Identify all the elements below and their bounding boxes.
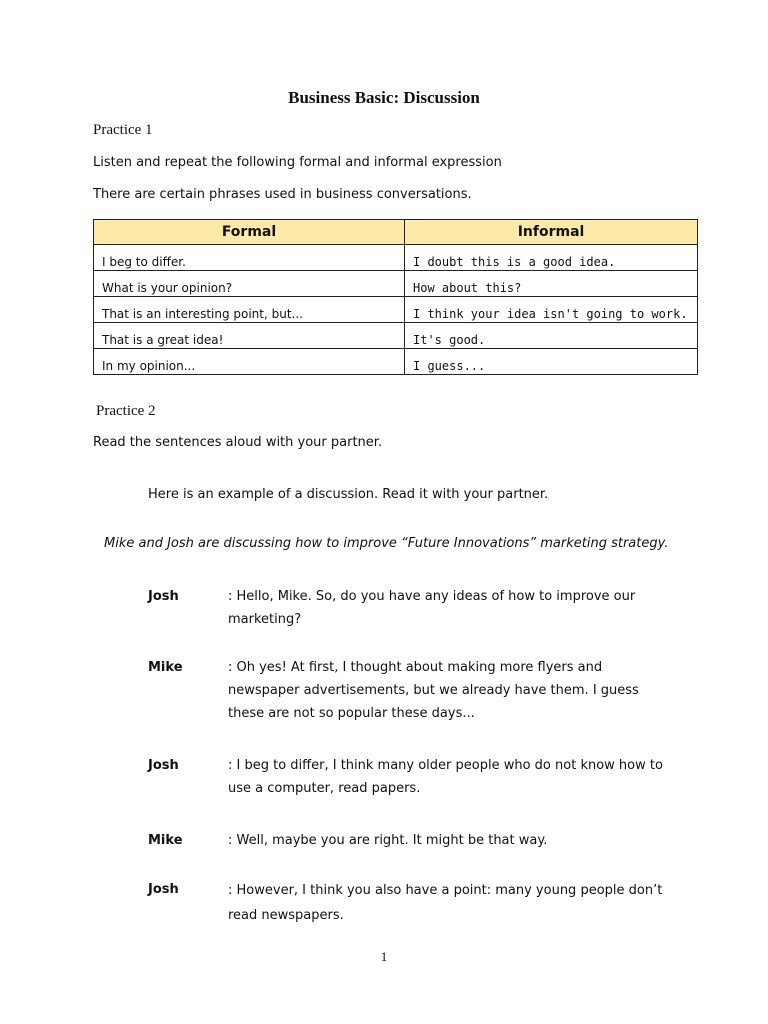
dialogue-speaker: Mike (148, 833, 183, 848)
table-row (94, 245, 698, 271)
table-row (94, 271, 698, 297)
formal-cell: In my opinion... (94, 349, 405, 375)
scenario-text: Mike and Josh are discussing how to improve “Future Innovations” marketing strategy. (104, 536, 669, 551)
header-formal: Formal (94, 220, 405, 245)
informal-cell: I guess... (405, 349, 698, 375)
informal-cell: It's good. (405, 323, 698, 349)
dialogue-speaker: Josh (148, 882, 179, 897)
table-row (94, 323, 698, 349)
page-title: Business Basic: Discussion (288, 88, 480, 107)
discussion-intro: Here is an example of a discussion. Read it with your partner. (148, 487, 549, 502)
header-informal: Informal (405, 220, 698, 245)
formal-cell: What is your opinion? (94, 271, 405, 297)
dialogue-line: : Oh yes! At first, I thought about making more flyers and newspaper advertisements, but we already have them. I guess these are not so popular these days... (228, 660, 639, 721)
practice-1-instruction: Listen and repeat the following formal and informal expression (93, 155, 502, 170)
dialogue-line: : Well, maybe you are right. It might be that way. (228, 833, 548, 848)
formal-cell: That is an interesting point, but... (94, 297, 405, 323)
dialogue-speaker: Mike (148, 660, 183, 675)
dialogue-speaker: Josh (148, 758, 179, 773)
practice-1-note: There are certain phrases used in business conversations. (93, 187, 472, 202)
page-number: 1 (380, 949, 388, 964)
expressions-table (93, 219, 698, 375)
table-row (94, 349, 698, 375)
practice-2-instruction: Read the sentences aloud with your partner. (93, 435, 383, 450)
formal-cell: I beg to differ. (94, 245, 405, 271)
informal-cell: I think your idea isn't going to work. (405, 297, 698, 323)
formal-cell: That is a great idea! (94, 323, 405, 349)
practice-1-heading: Practice 1 (93, 122, 153, 138)
informal-cell: How about this? (405, 271, 698, 297)
dialogue-line: : Hello, Mike. So, do you have any ideas of how to improve our marketing? (228, 589, 636, 627)
table-header-row (94, 220, 698, 245)
practice-2-heading: Practice 2 (96, 403, 156, 419)
dialogue-line: : However, I think you also have a point: many young people don’t read newspapers. (228, 883, 663, 923)
dialogue-speaker: Josh (148, 589, 179, 604)
table-row (94, 297, 698, 323)
informal-cell: I doubt this is a good idea. (405, 245, 698, 271)
dialogue-line: : I beg to differ, I think many older people who do not know how to use a computer, read papers. (228, 758, 663, 796)
